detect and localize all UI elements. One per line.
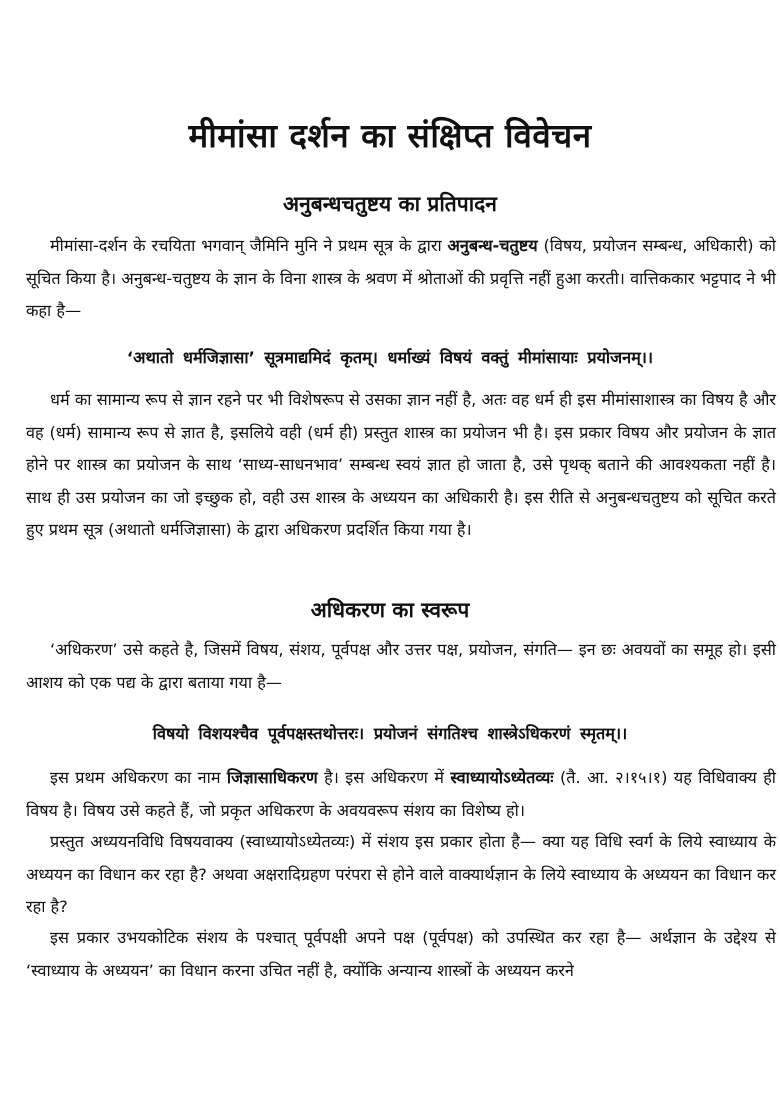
section-heading-anubandha: अनुबन्धचतुष्टय का प्रतिपादन <box>283 192 497 216</box>
bold-term: स्वाध्यायोऽध्येतव्यः <box>450 768 554 787</box>
verse-quote-1: ‘अथातो धर्मजिज्ञासा’ सूत्रमाद्यमिदं कृतम्। धर्माख्यं विषयं वक्तुं मीमांसायाः प्रयोजनम्।। <box>126 348 654 367</box>
section-heading-adhikarana: अधिकरण का स्वरूप <box>310 598 470 622</box>
paragraph-dharma: धर्म का सामान्य रूप से ज्ञान रहने पर भी विशेषरूप से उसका ज्ञान नहीं है, अतः वह धर्म ही इस मीमांसाशास्त्र का विषय है और वह (धर्म) सामान्य रूप से ज्ञात है, इसलिये वही (धर्म ही) प्रस्तुत शास्त्र का प्रयोजन भी है। इस प्रकार विषय और प्रयोजन के ज्ञात होने पर शास्त्र का प्रयोजन के साथ ‘साध्य-साधनभाव’ सम्बन्ध स्वयं ज्ञात हो जाता है, उसे पृथक् बताने की आवश्यकता नहीं है। साथ ही उस प्रयोजन का जो इच्छुक हो, वही उस शास्त्र के अध्ययन का अधिकारी है। इस रीति से अनुबन्धचतुष्टय को सूचित करते हुए प्रथम सूत्र (अथातो धर्मजिज्ञासा) के द्वारा अधिकरण प्रदर्शित किया गया है। <box>26 390 776 539</box>
paragraph-anubandha-intro: मीमांसा-दर्शन के रचयिता भगवान् जैमिनि मुनि ने प्रथम सूत्र के द्वारा अनुबन्ध-चतुष्टय (विषय, प्रयोजन सम्बन्ध, अधिकारी) को सूचित किया है। अनुबन्ध-चतुष्टय के ज्ञान के विना शास्त्र के श्रवण में श्रोताओं की प्रवृत्ति नहीं हुआ करती। वात्तिककार भट्टपाद ने भी कहा है— <box>26 236 777 320</box>
paragraph-adhikarana-definition: ‘अधिकरण’ उसे कहते है, जिसमें विषय, संशय, पूर्वपक्ष और उत्तर पक्ष, प्रयोजन, संगति— इन छः अवयवों का समूह हो। इसी आशय को एक पद्य के द्वारा बताया गया है— <box>26 640 776 692</box>
page-title: मीमांसा दर्शन का संक्षिप्त विवेचन <box>188 116 592 155</box>
paragraph-jijnasa-adhikarana: इस प्रथम अधिकरण का नाम जिज्ञासाधिकरण है। इस अधिकरण में स्वाध्यायोऽध्येतव्यः (तै. आ. २।१५।१) यह विधिवाक्य ही विषय है। विषय उसे कहते हैं, जो प्रकृत अधिकरण के अवयवरूप संशय का विशेष्य हो। <box>26 768 776 820</box>
bold-term: जिज्ञासाधिकरण <box>226 768 318 787</box>
bold-term: अनुबन्ध-चतुष्टय <box>447 236 538 255</box>
verse-quote-2: विषयो विशयश्चैव पूर्वपक्षस्तथोत्तरः। प्रयोजनं संगतिश्च शास्त्रेऽधिकरणं स्मृतम्।। <box>152 724 628 743</box>
paragraph-purvapaksha: इस प्रकार उभयकोटिक संशय के पश्चात् पूर्वपक्षी अपने पक्ष (पूर्वपक्ष) को उपस्थित कर रहा है— अर्थज्ञान के उद्देश्य से ‘स्वाध्याय के अध्ययन’ का विधान करना उचित नहीं है, क्योंकि अन्यान्य शास्त्रों के अध्ययन करने <box>26 928 776 980</box>
paragraph-samshaya: प्रस्तुत अध्ययनविधि विषयवाक्य (स्वाध्यायोऽध्येतव्यः) में संशय इस प्रकार होता है— क्या यह विधि स्वर्ग के लिये स्वाध्याय के अध्ययन का विधान कर रहा है? अथवा अक्षरादिग्रहण परंपरा से होने वाले वाक्यार्थज्ञान के लिये स्वाध्याय के अध्ययन का विधान कर रहा है? <box>26 832 776 916</box>
